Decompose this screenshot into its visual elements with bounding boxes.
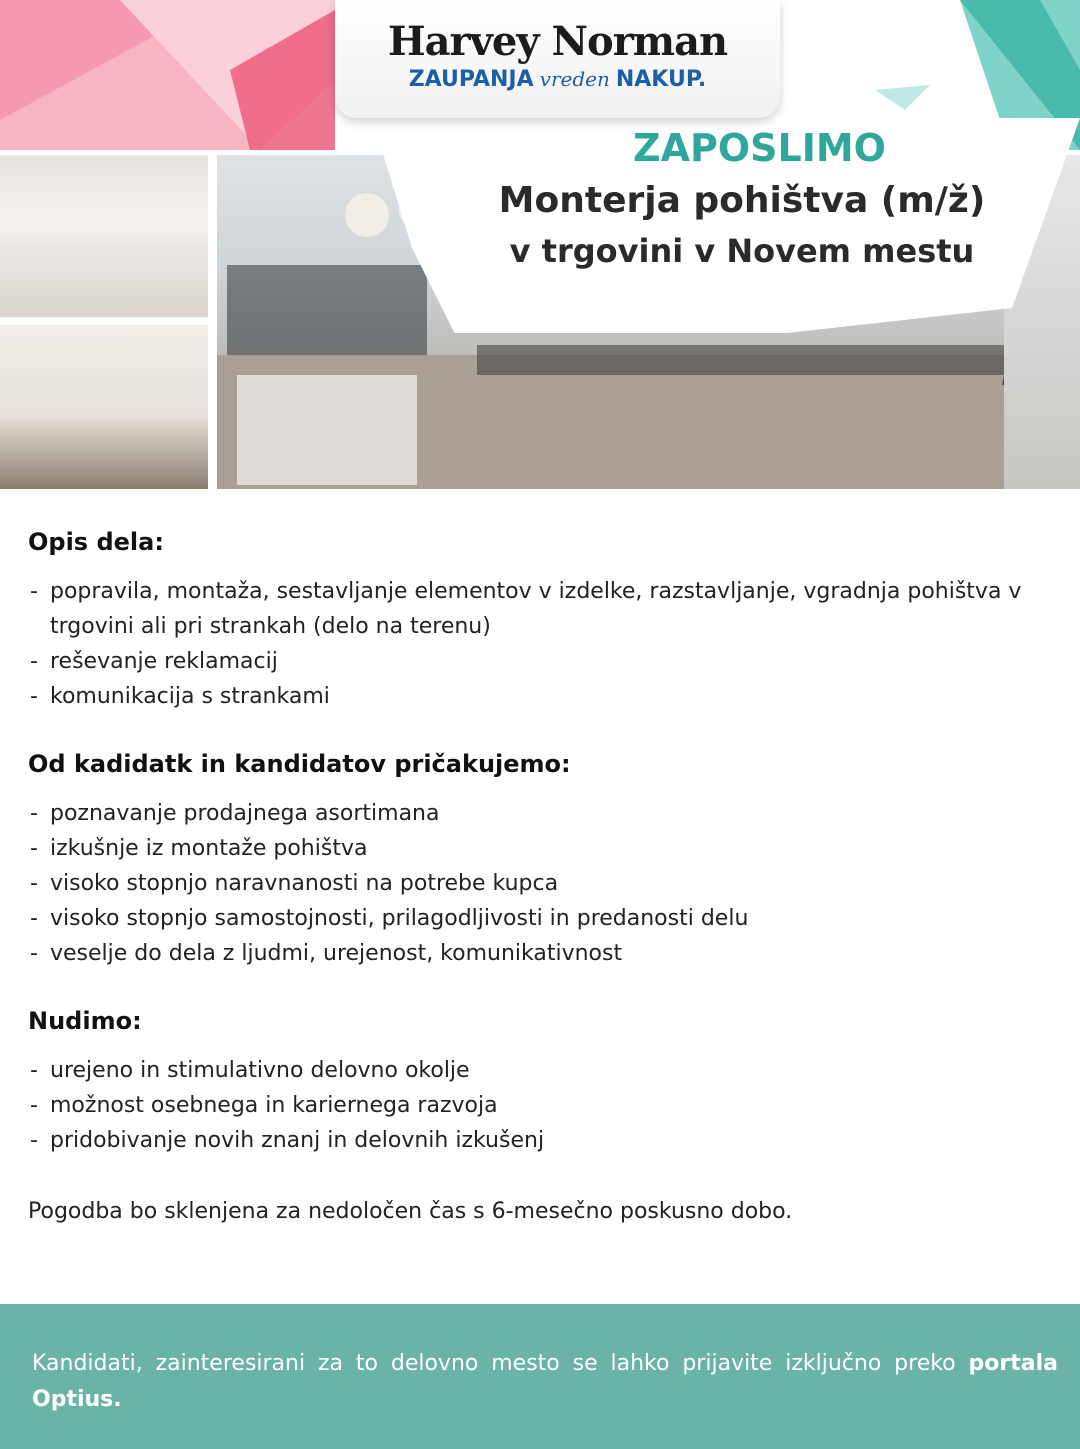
list-item: - visoko stopnjo naravnanosti na potrebe kupca: [28, 866, 1058, 901]
tagline-script: vreden: [539, 67, 610, 91]
apply-instructions: [32, 1346, 1058, 1418]
section-pricakujemo: [28, 750, 1058, 971]
list-item: - možnost osebnega in kariernega razvoja: [28, 1088, 1058, 1123]
job-description: [28, 528, 1058, 1229]
bullet-list: [28, 1053, 1058, 1158]
store-photo-kitchen-appliances: [0, 155, 208, 317]
list-item: - pridobivanje novih znanj in delovnih izkušenj: [28, 1123, 1058, 1158]
footer-bar: [0, 1304, 1080, 1449]
list-item: - urejeno in stimulativno delovno okolje: [28, 1053, 1058, 1088]
bullet-list: [28, 574, 1058, 714]
list-item: - visoko stopnjo samostojnosti, prilagodljivosti in predanosti delu: [28, 901, 1058, 936]
section-title: Nudimo:: [28, 1007, 142, 1035]
brand-tagline: [335, 67, 780, 92]
list-item: - komunikacija s strankami: [28, 679, 1058, 714]
list-item: - poznavanje prodajnega asortimana: [28, 796, 1058, 831]
section-title: Opis dela:: [28, 528, 164, 556]
job-location: v trgovini v Novem mestu: [509, 232, 975, 270]
bullet-list: [28, 796, 1058, 971]
section-title: Od kadidatk in kandidatov pričakujemo:: [28, 750, 571, 778]
title-panel: [372, 118, 1080, 333]
list-item: - reševanje reklamacij: [28, 644, 1058, 679]
tagline-left: ZAUPANJA: [408, 67, 534, 92]
optius-portal-link[interactable]: portala Optius.: [32, 1351, 1059, 1412]
brand-name: Harvey Norman: [387, 18, 728, 65]
job-title: Monterja pohištva (m/ž): [498, 180, 986, 221]
brand-logo: [335, 0, 780, 118]
list-item: - izkušnje iz montaže pohištva: [28, 831, 1058, 866]
hero-banner: [0, 0, 1080, 490]
contract-note: Pogodba bo sklenjena za nedoločen čas s 6-mesečno poskusno dobo.: [28, 1199, 793, 1224]
hiring-kicker: ZAPOSLIMO: [633, 126, 886, 170]
list-item: - popravila, montaža, sestavljanje elementov v izdelke, razstavljanje, vgradnja pohištva v trgovini ali pri strankah (delo na terenu): [28, 574, 1058, 644]
apply-text: Kandidati, zainteresirani za to delovno mesto se lahko prijavite izključno preko: [32, 1351, 956, 1376]
section-opis: [28, 528, 1058, 714]
store-photo-living-room: [0, 325, 208, 489]
section-nudimo: [28, 1007, 1058, 1158]
tagline-right: NAKUP.: [615, 67, 707, 92]
list-item: - veselje do dela z ljudmi, urejenost, komunikativnost: [28, 936, 1058, 971]
